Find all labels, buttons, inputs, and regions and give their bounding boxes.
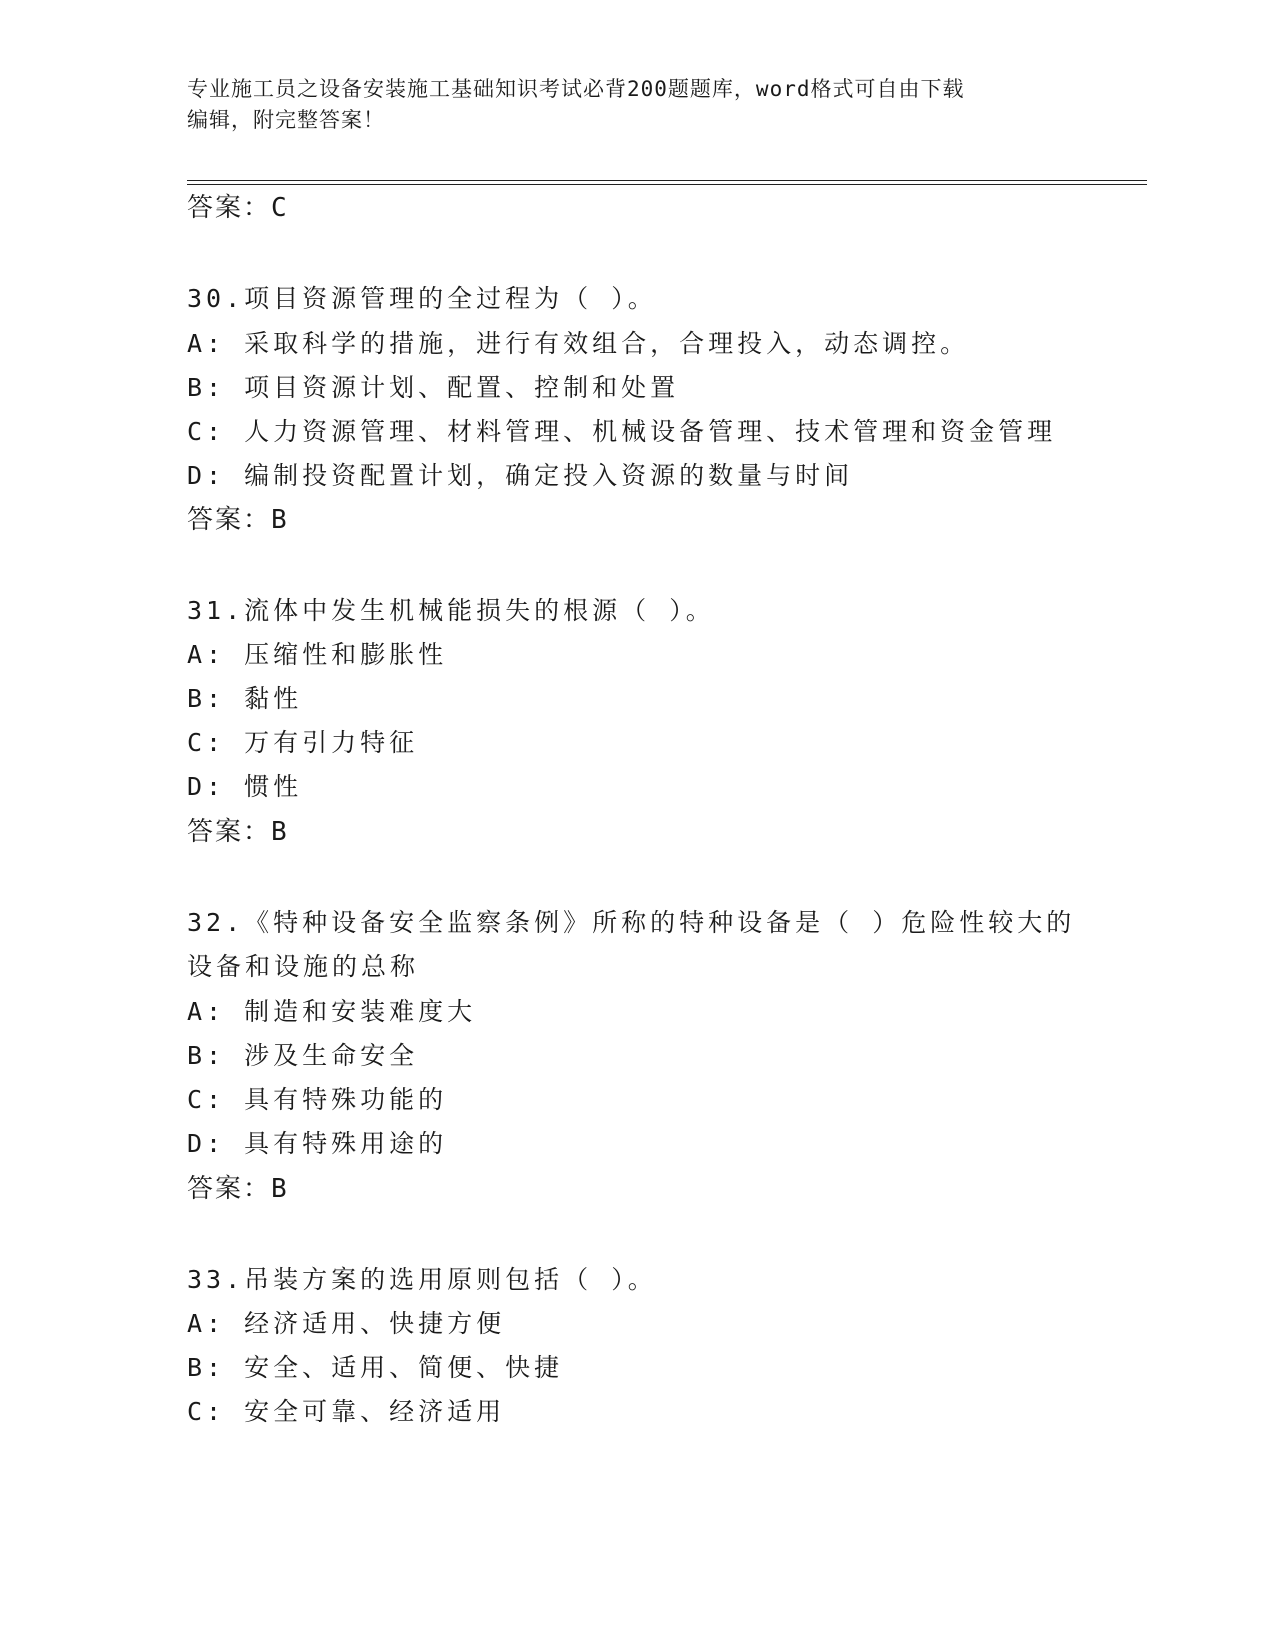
- question-stem: 30.项目资源管理的全过程为（ ）。: [187, 284, 657, 313]
- answer-line: [187, 505, 287, 535]
- answer-value: B: [271, 1174, 287, 1204]
- answer-label: 答案：: [187, 505, 272, 535]
- option-c: C: 人力资源管理、材料管理、机械设备管理、技术管理和资金管理: [187, 417, 1057, 446]
- answer-label: 答案：: [187, 1174, 272, 1204]
- option-b: B: 涉及生命安全: [187, 1041, 419, 1070]
- question-stem: 31.流体中发生机械能损失的根源（ ）。: [187, 596, 715, 625]
- answer-line: [187, 1174, 287, 1204]
- option-c: C: 万有引力特征: [187, 728, 419, 757]
- question-stem: 32.《特种设备安全监察条例》所称的特种设备是（ ）危险性较大的: [187, 908, 1076, 937]
- option-c: C: 安全可靠、经济适用: [187, 1397, 506, 1426]
- header-line-1: 专业施工员之设备安装施工基础知识考试必背200题题库，word格式可自由下载: [187, 77, 965, 101]
- answer-line: [187, 817, 287, 847]
- header-rule-top: [187, 180, 1147, 181]
- option-b: B: 黏性: [187, 684, 303, 713]
- answer-value: B: [271, 505, 287, 535]
- option-a: A: 压缩性和膨胀性: [187, 640, 448, 669]
- option-d: D: 具有特殊用途的: [187, 1129, 448, 1158]
- answer-label: 答案：: [187, 193, 272, 223]
- answer-label: 答案：: [187, 817, 272, 847]
- option-b: B: 项目资源计划、配置、控制和处置: [187, 373, 680, 402]
- option-a: A: 经济适用、快捷方便: [187, 1309, 506, 1338]
- answer-value: B: [271, 817, 287, 847]
- option-d: D: 编制投资配置计划，确定投入资源的数量与时间: [187, 461, 854, 490]
- answer-value: C: [271, 193, 287, 223]
- option-c: C: 具有特殊功能的: [187, 1085, 448, 1114]
- header-rule-bottom: [187, 184, 1147, 185]
- option-a: A: 采取科学的措施，进行有效组合，合理投入，动态调控。: [187, 329, 970, 358]
- document-header: [187, 74, 1067, 136]
- option-b: B: 安全、适用、简便、快捷: [187, 1353, 564, 1382]
- question-stem-continued: 设备和设施的总称: [187, 952, 420, 981]
- option-d: D: 惯性: [187, 772, 303, 801]
- header-line-2: 编辑，附完整答案！: [187, 108, 385, 132]
- answer-line: [187, 193, 287, 223]
- question-stem: 33.吊装方案的选用原则包括（ ）。: [187, 1265, 657, 1294]
- option-a: A: 制造和安装难度大: [187, 997, 477, 1026]
